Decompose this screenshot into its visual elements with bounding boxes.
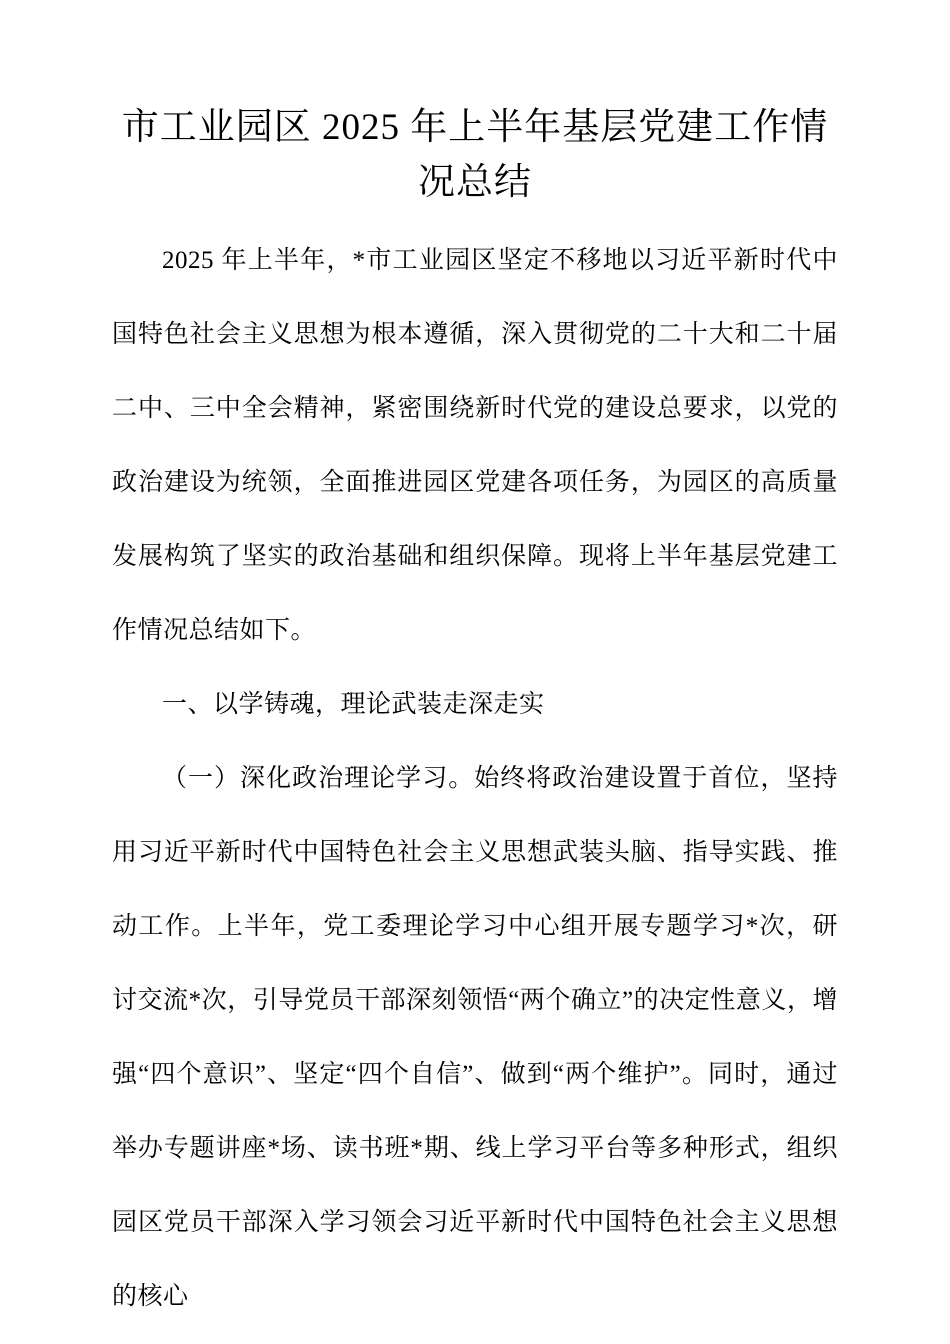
paragraph-intro: 2025 年上半年，*市工业园区坚定不移地以习近平新时代中国特色社会主义思想为根本遵循，深入贯彻党的二十大和二十届二中、三中全会精神，紧密围绕新时代党的建设总要求，以党的政治建设为统领，全面推进园区党建各项任务，为园区的高质量发展构筑了坚实的政治基础和组织保障。现将上半年基层党建工作情况总结如下。 [112, 247, 838, 644]
document-title: 市工业园区 2025 年上半年基层党建工作情况总结 [121, 107, 829, 203]
section-heading-1: 一、以学铸魂，理论武装走深走实 [162, 691, 545, 718]
document-body [112, 224, 838, 1334]
paragraph-section-1-1: （一）深化政治理论学习。始终将政治建设置于首位，坚持用习近平新时代中国特色社会主义思想武装头脑、指导实践、推动工作。上半年，党工委理论学习中心组开展专题学习*次，研讨交流*次，引导党员干部深刻领悟“两个确立”的决定性意义，增强“四个意识”、坚定“四个自信”、做到“两个维护”。同时，通过举办专题讲座*场、读书班*期、线上学习平台等多种形式，组织园区党员干部深入学习领会习近平新时代中国特色社会主义思想的核心 [112, 765, 838, 1310]
